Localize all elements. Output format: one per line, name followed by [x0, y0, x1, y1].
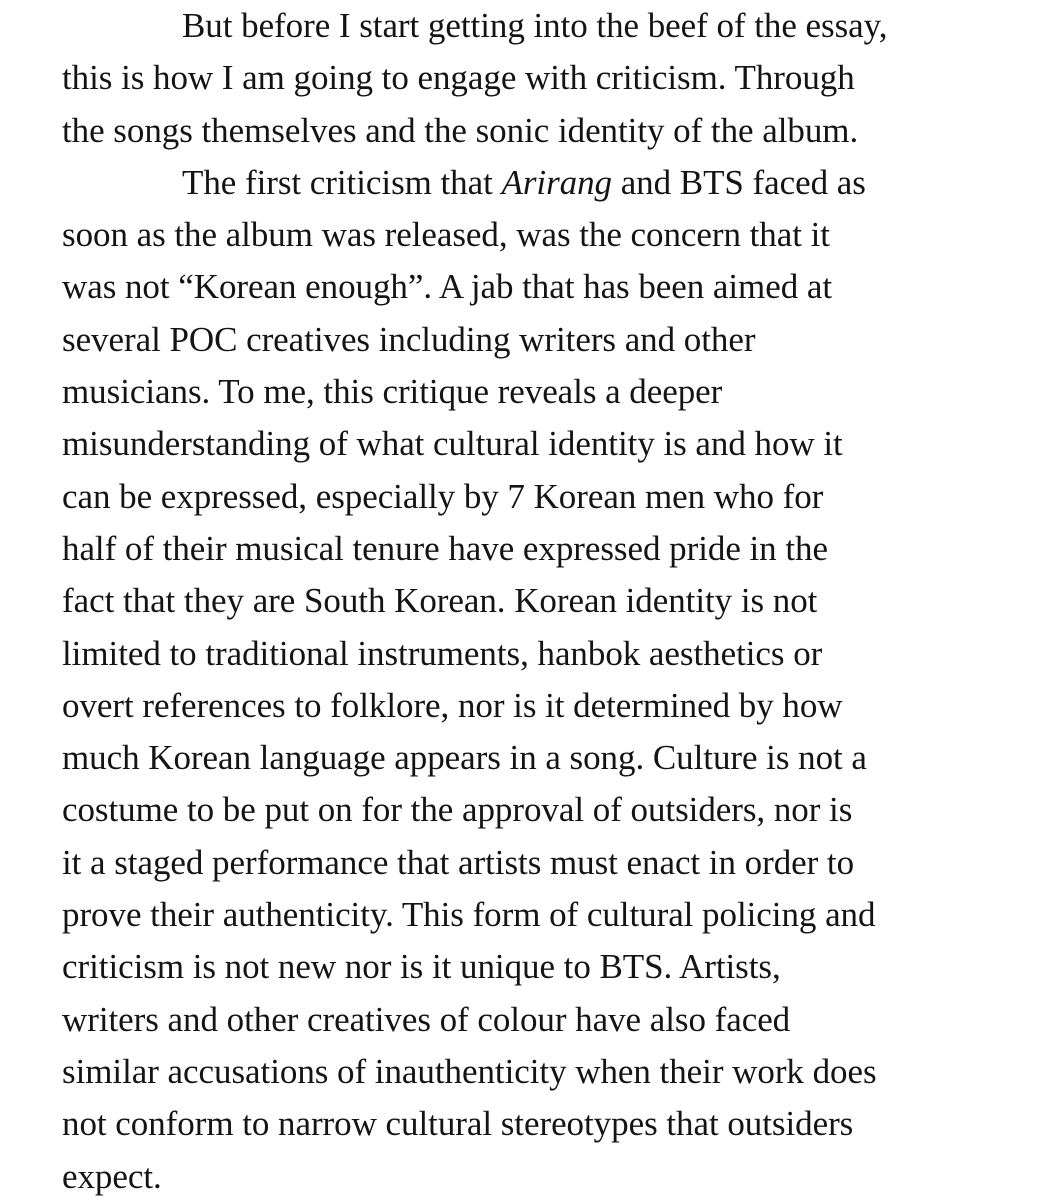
text-line: the songs themselves and the sonic identity of the album.	[62, 110, 859, 150]
text-line: writers and other creatives of colour have also faced	[62, 999, 791, 1039]
text-line: much Korean language appears in a song. Culture is not a	[62, 738, 867, 778]
text-line: can be expressed, especially by 7 Korean men who for	[62, 476, 824, 516]
text-line: overt references to folklore, nor is it determined by how	[62, 685, 843, 725]
text-line: was not “Korean enough”. A jab that has been aimed at	[62, 267, 833, 307]
text-line: misunderstanding of what cultural identity is and how it	[62, 424, 843, 464]
text-line: not conform to narrow cultural stereotypes that outsiders	[62, 1104, 854, 1144]
text-line: prove their authenticity. This form of cultural policing and	[62, 895, 876, 935]
text-line: musicians. To me, this critique reveals a deeper	[62, 372, 723, 412]
text-line: But before I start getting into the beef of the essay,	[182, 6, 888, 45]
text-segment: and BTS faced as	[612, 162, 866, 202]
text-line: similar accusations of inauthenticity when their work does	[62, 1051, 877, 1091]
text-line: soon as the album was released, was the concern that it	[62, 215, 830, 255]
text-line	[62, 157, 1042, 209]
text-line: several POC creatives including writers and other	[62, 319, 756, 359]
album-title-italic: Arirang	[501, 162, 612, 202]
text-line: criticism is not new nor is it unique to BTS. Artists,	[62, 947, 781, 987]
text-line: fact that they are South Korean. Korean identity is not	[62, 581, 818, 621]
text-line: limited to traditional instruments, hanbok aesthetics or	[62, 633, 823, 673]
text-segment: The first criticism that	[182, 162, 502, 202]
text-line: it a staged performance that artists must enact in order to	[62, 842, 855, 882]
text-line: half of their musical tenure have expressed pride in the	[62, 528, 828, 568]
essay-text	[62, 0, 1042, 1203]
text-line: this is how I am going to engage with criticism. Through	[62, 58, 855, 98]
text-line: expect.	[62, 1156, 162, 1196]
text-line: costume to be put on for the approval of outsiders, nor is	[62, 790, 853, 830]
